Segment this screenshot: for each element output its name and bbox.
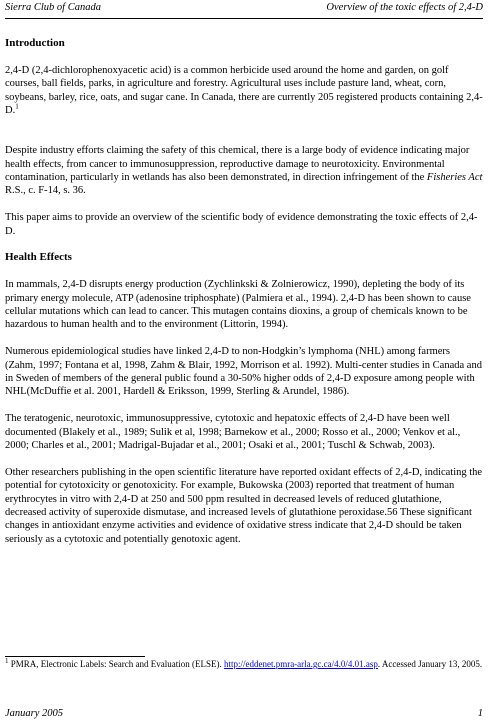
paragraph-health-1: In mammals, 2,4-D disrupts energy production (Zychlinkski & Zolnierowicz, 1990), depleting the body of its primary energy molecule, ATP (adenosine triphosphate) (Palmiera et al., 1994). 2,4-D has been shown to cause cellular mutations which can lead to cancer. This mutagen contains dioxins, a group of chemicals known to be hazardous to human health and to the environment (Littorin, 1994). <box>5 279 471 331</box>
paragraph-health-4: Other researchers publishing in the open scientific literature have reported oxidant effects of 2,4-D, indicating the potential for cytotoxicity or genotoxicity. For example, Bukowska (2003) reported that treatment of human erythrocytes in vitro with 2,4-D at 250 and 500 ppm resulted in decreased levels of reduced glutathione, decreased activity of superoxide dismutase, and increased levels of glutathione peroxidase.56 These significant changes in antioxidant enzyme activities and evidence of oxidative stress indicate that 2,4-D should be taken seriously as a cytotoxic and potentially genotoxic agent. <box>5 466 483 545</box>
running-footer <box>5 708 483 720</box>
paragraph-health-3: The teratogenic, neurotoxic, immunosuppressive, cytotoxic and hepatoxic effects of 2,4-D have been well documented (Blakely et al., 1989; Sulik et al, 1998; Barnekow et al., 2000; Rosso et al., 2000; Venkov et al., 2000; Charles et al., 2001; Madrigal-Bujadar et al., 2001; Osaki et al., 2001; Tuschl & Schwab, 2003). <box>5 413 461 452</box>
footnote: $^1$ PMRA, Electronic Labels: Search and Evaluation (ELSE). http://eddenet.pmra-arla.gc.ca/4.0/4.01.asp. Accessed January 13, 2005. <box>5 657 483 669</box>
header-org: Sierra Club of Canada <box>5 2 101 13</box>
act-title: Fisheries Act <box>426 172 483 184</box>
document-body <box>5 37 483 560</box>
paragraph-intro-3: This paper aims to provide an overview of the scientific body of evidence demonstrating the toxic effects of 2,4-D. <box>5 212 478 237</box>
footnote-number: 1 <box>5 657 9 665</box>
footnote-link[interactable]: http://eddenet.pmra-arla.gc.ca/4.0/4.01.asp <box>223 659 378 669</box>
paragraph-intro-2: Despite industry efforts claiming the safety of this chemical, there is a large body of evidence indicating major health effects, from cancer to immunosuppression, reproductive damage to neurotoxicity. Environmental contamination, particularly in wetlands has also been demonstrated, in direction infringement of the Fisheries Act R.S., c. F-14, s. 36. <box>5 145 483 197</box>
running-header <box>5 2 483 19</box>
section-heading-health-effects: Health Effects <box>5 251 72 264</box>
footnote-ref[interactable]: 1 <box>15 102 19 111</box>
spacer <box>5 131 483 144</box>
footnote-divider <box>5 656 145 657</box>
footer-date: January 2005 <box>5 708 64 719</box>
header-title: Overview of the toxic effects of 2,4-D <box>326 2 483 13</box>
paragraph-health-2: Numerous epidemiological studies have linked 2,4-D to non-Hodgkin’s lymphoma (NHL) among farmers (Zahm, 1997; Fontana et al, 1998, Zahm & Blair, 1992, Morrison et al. 1992). Multi-center studies in Canada and in Sweden of members of the general public found a 30-50% higher odds of 2,4-D exposure among people with NHL(McDuffie et al. 2001, Hardell & Eriksson, 1999, Sterling & Arundel, 1986). <box>5 346 482 398</box>
section-heading-introduction: Introduction <box>5 37 65 49</box>
page-number: 1 <box>477 708 483 719</box>
paragraph-intro-1: 2,4-D (2,4-dichlorophenoxyacetic acid) is a common herbicide used around the home and garden, on golf courses, ball fields, parks, in agriculture and forestry. Agricultural uses include pasture land, wheat, corn, soybeans, barley, rice, oats, and sugar cane. In Canada, there are currently 205 registered products containing 2,4-D.$^1$ <box>5 64 483 117</box>
